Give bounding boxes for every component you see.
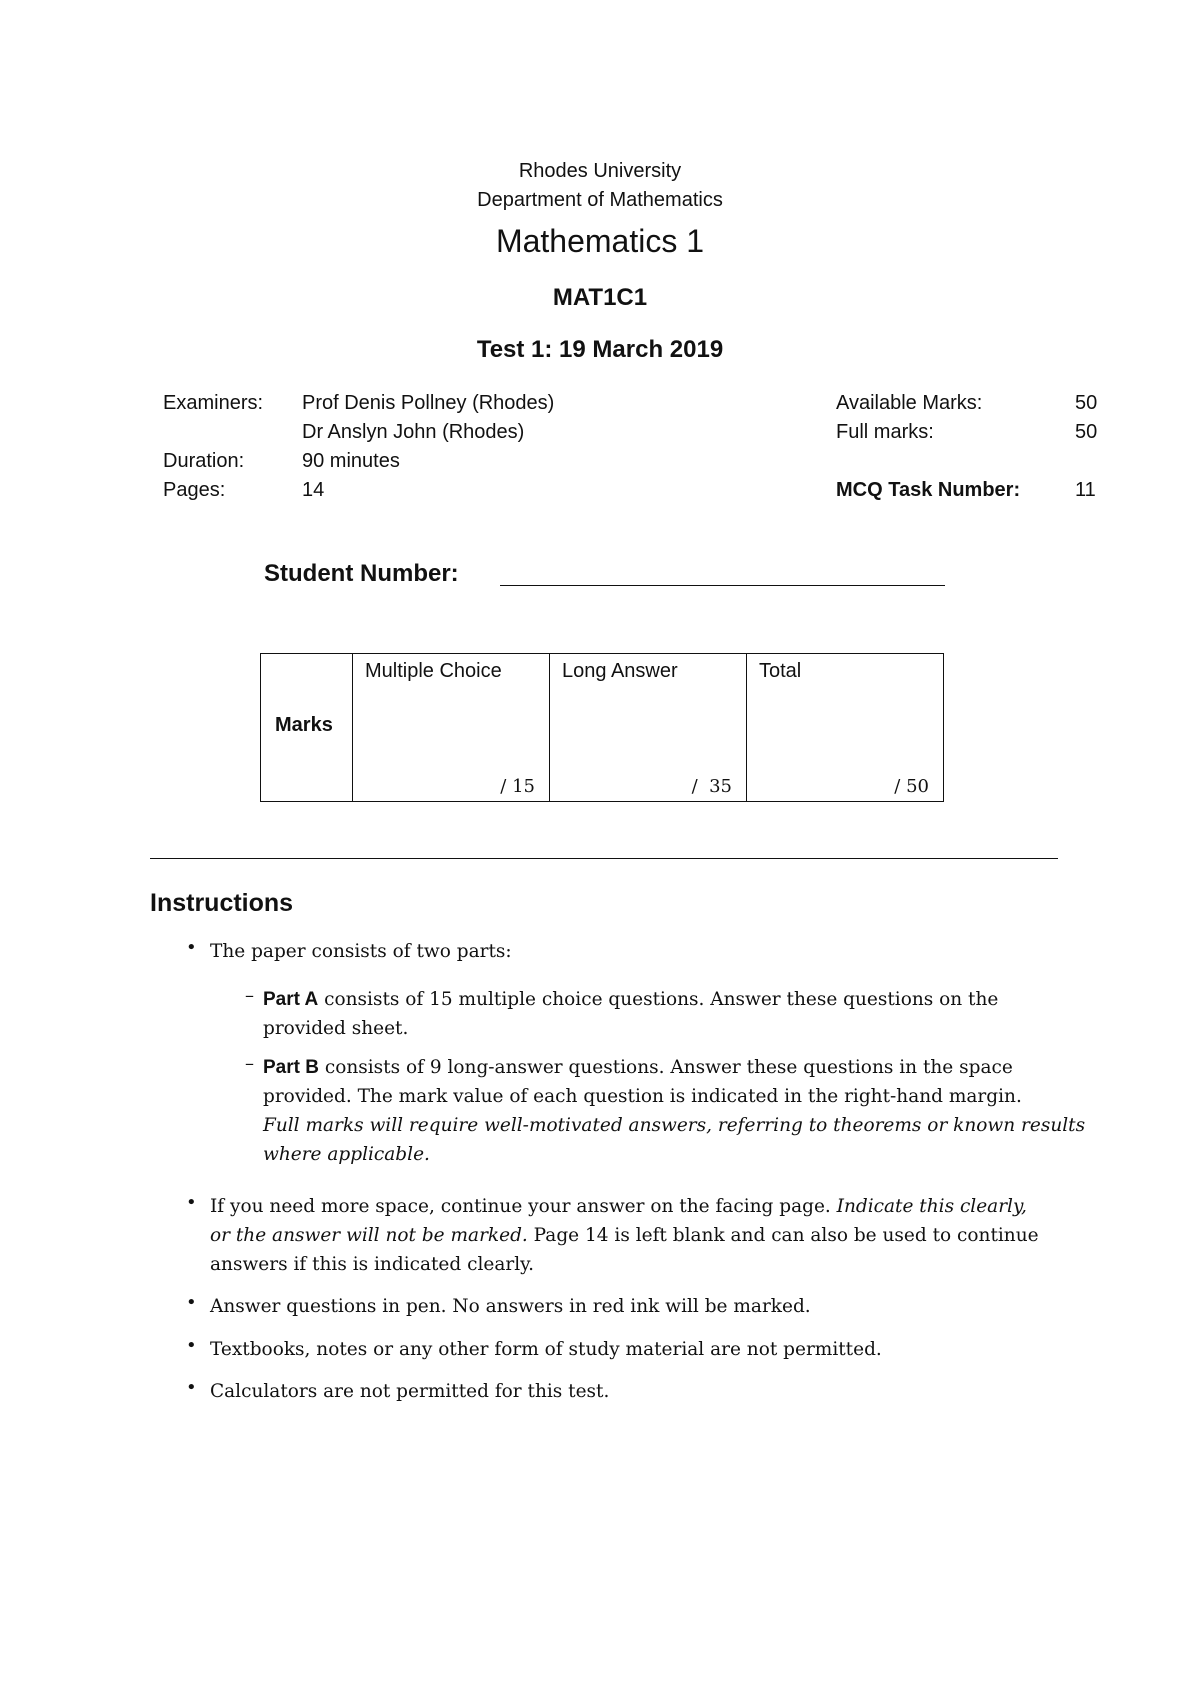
total-cell[interactable] xyxy=(747,654,944,802)
department-name: Department of Mathematics xyxy=(477,189,723,211)
available-marks-value: 50 xyxy=(1075,392,1098,414)
part-a-line-1 xyxy=(263,985,998,1014)
total-out-of: / 50 xyxy=(894,776,929,797)
dash-marker: – xyxy=(245,985,254,1006)
part-b-line-1 xyxy=(263,1053,1013,1082)
duration-label: Duration: xyxy=(163,450,245,472)
bullet-marker: • xyxy=(186,937,197,958)
instruction-parts: The paper consists of two parts: xyxy=(210,941,512,962)
course-code: MAT1C1 xyxy=(552,284,648,311)
full-marks-label: Full marks: xyxy=(836,421,934,443)
mcq-task-value: 11 xyxy=(1075,479,1096,501)
bullet-marker: • xyxy=(186,1292,197,1313)
space-text-1b: Indicate this clearly, xyxy=(836,1196,1027,1217)
test-title: Test 1: 19 March 2019 xyxy=(476,336,724,363)
full-marks-value: 50 xyxy=(1075,421,1098,443)
examiner-1: Prof Denis Pollney (Rhodes) xyxy=(302,392,555,414)
student-number-label: Student Number: xyxy=(264,560,459,587)
pages-label: Pages: xyxy=(163,479,226,501)
marks-row-label: Marks xyxy=(275,714,333,736)
part-a-keyword: Part A xyxy=(263,989,319,1010)
examiners-label: Examiners: xyxy=(163,392,264,414)
space-instruction-line-3: answers if this is indicated clearly. xyxy=(210,1254,534,1275)
materials-instruction: Textbooks, notes or any other form of study material are not permitted. xyxy=(210,1339,882,1360)
university-name: Rhodes University xyxy=(518,160,682,182)
space-instruction-line-2 xyxy=(210,1221,1039,1250)
available-marks-label: Available Marks: xyxy=(836,392,983,414)
mcq-task-label: MCQ Task Number: xyxy=(836,479,1021,501)
multiple-choice-header: Multiple Choice xyxy=(365,660,502,682)
part-b-line-3: Full marks will require well-motivated answers, referring to theorems or known results xyxy=(263,1115,1086,1136)
bullet-marker: • xyxy=(186,1335,197,1356)
multiple-choice-cell[interactable] xyxy=(353,654,550,802)
space-text-2b: Page 14 is left blank and can also be used to continue xyxy=(527,1225,1039,1246)
bullet-marker: • xyxy=(186,1377,197,1398)
part-b-line-4: where applicable. xyxy=(263,1144,430,1165)
pages-value: 14 xyxy=(302,479,325,501)
bullet-marker: • xyxy=(186,1192,197,1213)
part-b-text-1: consists of 9 long-answer questions. Answer these questions in the space xyxy=(318,1057,1013,1078)
long-answer-cell[interactable] xyxy=(550,654,747,802)
part-b-keyword: Part B xyxy=(263,1057,319,1078)
part-a-text-1: consists of 15 multiple choice questions. Answer these questions on the xyxy=(318,989,999,1010)
course-title: Mathematics 1 xyxy=(495,223,705,259)
dash-marker: – xyxy=(245,1053,254,1074)
long-answer-out-of: / 35 xyxy=(691,776,732,797)
part-b-line-2: provided. The mark value of each question is indicated in the right-hand margin. xyxy=(263,1086,1022,1107)
multiple-choice-out-of: / 15 xyxy=(500,776,535,797)
duration-value: 90 minutes xyxy=(302,450,400,472)
long-answer-header: Long Answer xyxy=(562,660,678,682)
calculator-instruction: Calculators are not permitted for this test. xyxy=(210,1381,610,1402)
space-text-1a: If you need more space, continue your answer on the facing page. xyxy=(210,1196,837,1217)
examiner-2: Dr Anslyn John (Rhodes) xyxy=(302,421,525,443)
pen-instruction: Answer questions in pen. No answers in red ink will be marked. xyxy=(210,1296,811,1317)
section-divider xyxy=(150,858,1058,859)
part-a-line-2: provided sheet. xyxy=(263,1018,409,1039)
student-number-field[interactable] xyxy=(500,585,945,586)
instructions-heading: Instructions xyxy=(150,889,294,917)
marks-row-header-cell xyxy=(261,654,353,802)
space-text-2a: or the answer will not be marked. xyxy=(210,1225,528,1246)
total-header: Total xyxy=(759,660,802,682)
space-instruction-line-1 xyxy=(210,1192,1027,1221)
marks-table xyxy=(260,653,944,802)
